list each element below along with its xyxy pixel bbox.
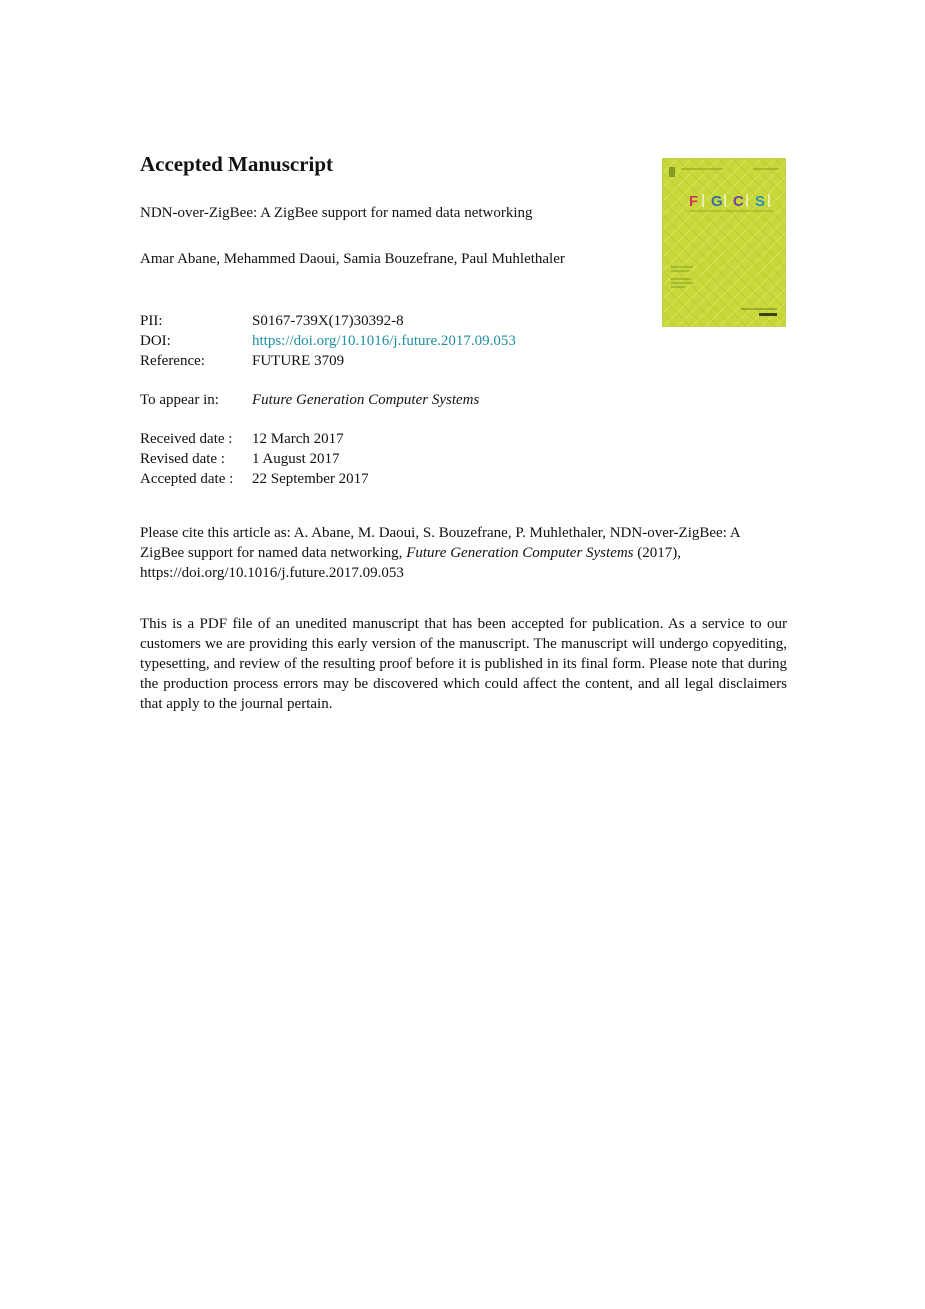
journal-name: Future Generation Computer Systems bbox=[252, 392, 480, 408]
reference-label: Reference: bbox=[140, 353, 205, 369]
citation-suffix: (2017), https://doi.org/10.1016/j.future.2017.09.053 bbox=[140, 545, 682, 581]
disclaimer-paragraph: This is a PDF file of an unedited manuscript that has been accepted for publication. As a service to our customers we are providing this early version of the manuscript. The manuscript will undergo copyediting, typesetting, and review of the resulting proof before it is published in its final form. Please note that during the production process errors may be discovered which could affect the content, and all legal disclaimers that apply to the journal pertain. bbox=[140, 616, 787, 712]
appear-label: To appear in: bbox=[140, 392, 219, 408]
journal-cover-image bbox=[662, 158, 786, 327]
cover-logo-letter-f: F bbox=[689, 193, 699, 210]
doi-link[interactable]: https://doi.org/10.1016/j.future.2017.09.053 bbox=[252, 333, 516, 349]
page-heading: Accepted Manuscript bbox=[140, 152, 334, 176]
revised-value: 1 August 2017 bbox=[252, 451, 340, 467]
revised-label: Revised date : bbox=[140, 451, 225, 467]
citation-prefix: Please cite this article as: A. Abane, M. Daoui, S. Bouzefrane, P. Muhlethaler, NDN-over-ZigBee: A ZigBee support for named data networking, bbox=[140, 525, 740, 561]
accepted-value: 22 September 2017 bbox=[252, 471, 369, 487]
received-value: 12 March 2017 bbox=[252, 431, 344, 447]
publisher-logo-icon bbox=[669, 167, 675, 177]
citation-journal: Future Generation Computer Systems bbox=[406, 545, 634, 561]
doi-label: DOI: bbox=[140, 333, 171, 349]
cover-logo-letter-c: C bbox=[733, 193, 744, 210]
article-title: NDN-over-ZigBee: A ZigBee support for named data networking bbox=[140, 205, 533, 221]
cover-texture bbox=[663, 159, 785, 326]
received-label: Received date : bbox=[140, 431, 233, 447]
citation-paragraph bbox=[140, 523, 787, 583]
accepted-label: Accepted date : bbox=[140, 471, 234, 487]
publisher-wordmark-icon bbox=[759, 313, 777, 316]
cover-logo-letter-g: G bbox=[711, 193, 723, 210]
cover-logo-letter-s: S bbox=[755, 193, 766, 210]
pii-value: S0167-739X(17)30392-8 bbox=[252, 313, 404, 329]
reference-value: FUTURE 3709 bbox=[252, 353, 345, 369]
journal-cover-art bbox=[663, 159, 785, 326]
article-authors: Amar Abane, Mehammed Daoui, Samia Bouzefrane, Paul Muhlethaler bbox=[140, 251, 565, 267]
pii-label: PII: bbox=[140, 313, 163, 329]
